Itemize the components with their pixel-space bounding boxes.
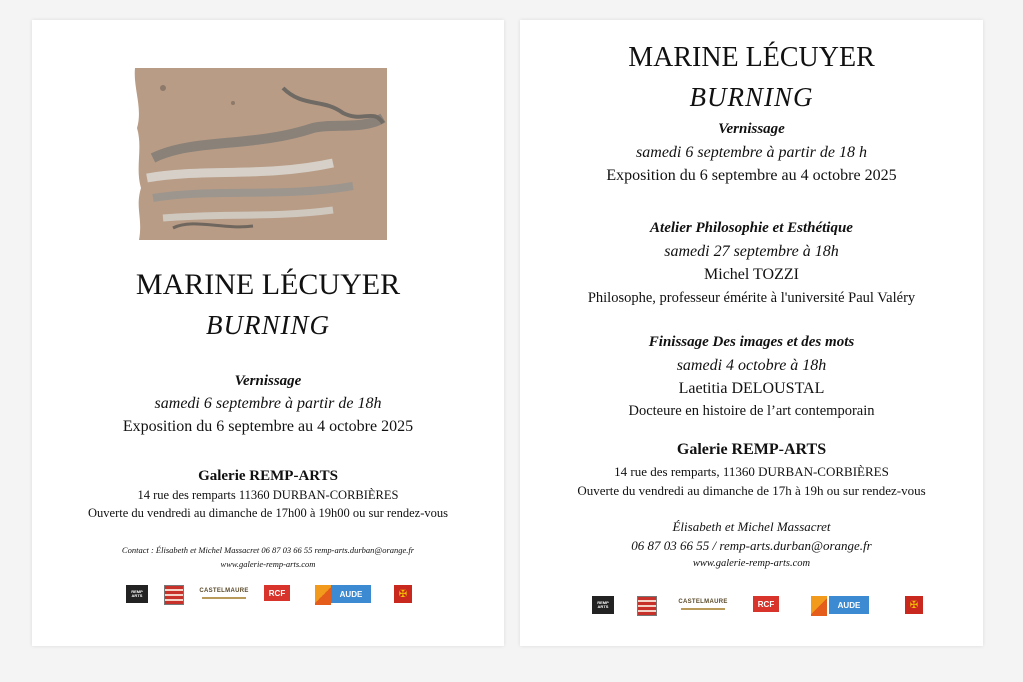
- gallery-name: Galerie REMP-ARTS: [198, 468, 338, 484]
- gallery-name: Galerie REMP-ARTS: [676, 441, 827, 458]
- flyer-right: [520, 20, 983, 646]
- aude-logo: AUDE: [829, 596, 869, 614]
- corbieres-flag-logo: [637, 596, 657, 616]
- vernissage-heading: Vernissage: [234, 373, 302, 389]
- occitanie-logo: ✠: [905, 596, 923, 614]
- gallery-hours: Ouverte du vendredi au dimanche de 17h00 à 19h00 ou sur rendez-vous: [88, 506, 448, 520]
- vernissage-date: samedi 6 septembre à partir de 18 h: [636, 144, 867, 161]
- partner-logos: [520, 596, 983, 618]
- website: www.galerie-remp-arts.com: [220, 559, 316, 569]
- atelier-heading: Atelier Philosophie et Esthétique: [650, 220, 853, 236]
- vernissage-date: samedi 6 septembre à partir de 18h: [154, 395, 382, 412]
- flyer-left: [32, 20, 504, 646]
- finissage-speaker: Laetitia DELOUSTAL: [678, 380, 825, 397]
- aude-mark-logo: [315, 585, 331, 605]
- rcf-logo: RCF: [264, 585, 290, 601]
- exposition-dates: Exposition du 6 septembre au 4 octobre 2025: [606, 167, 897, 184]
- gallery-address: 14 rue des remparts, 11360 DURBAN-CORBIÈRES: [614, 464, 889, 479]
- gallery-hours: Ouverte du vendredi au dimanche de 17h à 19h ou sur rendez-vous: [577, 483, 926, 498]
- exhibition-title: BURNING: [206, 310, 330, 340]
- partner-logos: [32, 585, 504, 607]
- rcf-logo: RCF: [753, 596, 779, 612]
- exposition-dates: Exposition du 6 septembre au 4 octobre 2025: [122, 418, 414, 435]
- atelier-speaker: Michel TOZZI: [704, 266, 799, 283]
- contact-line: Contact : Élisabeth et Michel Massacret 06 87 03 66 55 remp-arts.durban@orange.fr: [121, 545, 415, 555]
- castelmaure-logo: CASTELMAURE: [681, 596, 725, 610]
- rempart-arts-logo: REMP ARTS: [126, 585, 148, 603]
- aude-logo: AUDE: [331, 585, 371, 603]
- atelier-speaker-role: Philosophe, professeur émérite à l'université Paul Valéry: [587, 290, 916, 306]
- finissage-speaker-role: Docteure en histoire de l’art contemporain: [628, 403, 875, 419]
- corbieres-flag-logo: [164, 585, 184, 605]
- castelmaure-logo: CASTELMAURE: [202, 585, 246, 599]
- vernissage-heading: Vernissage: [718, 121, 785, 137]
- website: www.galerie-remp-arts.com: [692, 558, 811, 569]
- finissage-heading: Finissage Des images et des mots: [648, 334, 855, 350]
- burnt-wood-photo: [133, 68, 387, 240]
- atelier-date: samedi 27 septembre à 18h: [664, 243, 839, 260]
- finissage-date: samedi 4 octobre à 18h: [676, 357, 827, 374]
- occitanie-logo: ✠: [394, 585, 412, 603]
- artist-name: MARINE LÉCUYER: [135, 268, 401, 301]
- contact-details: 06 87 03 66 55 / remp-arts.durban@orange.fr: [631, 538, 872, 553]
- aude-mark-logo: [811, 596, 827, 616]
- contact-names: Élisabeth et Michel Massacret: [672, 519, 831, 534]
- gallery-address: 14 rue des remparts 11360 DURBAN-CORBIÈRES: [137, 488, 399, 502]
- exhibition-title: BURNING: [689, 82, 814, 112]
- rempart-arts-logo: REMP ARTS: [592, 596, 614, 614]
- artist-name: MARINE LÉCUYER: [628, 42, 875, 73]
